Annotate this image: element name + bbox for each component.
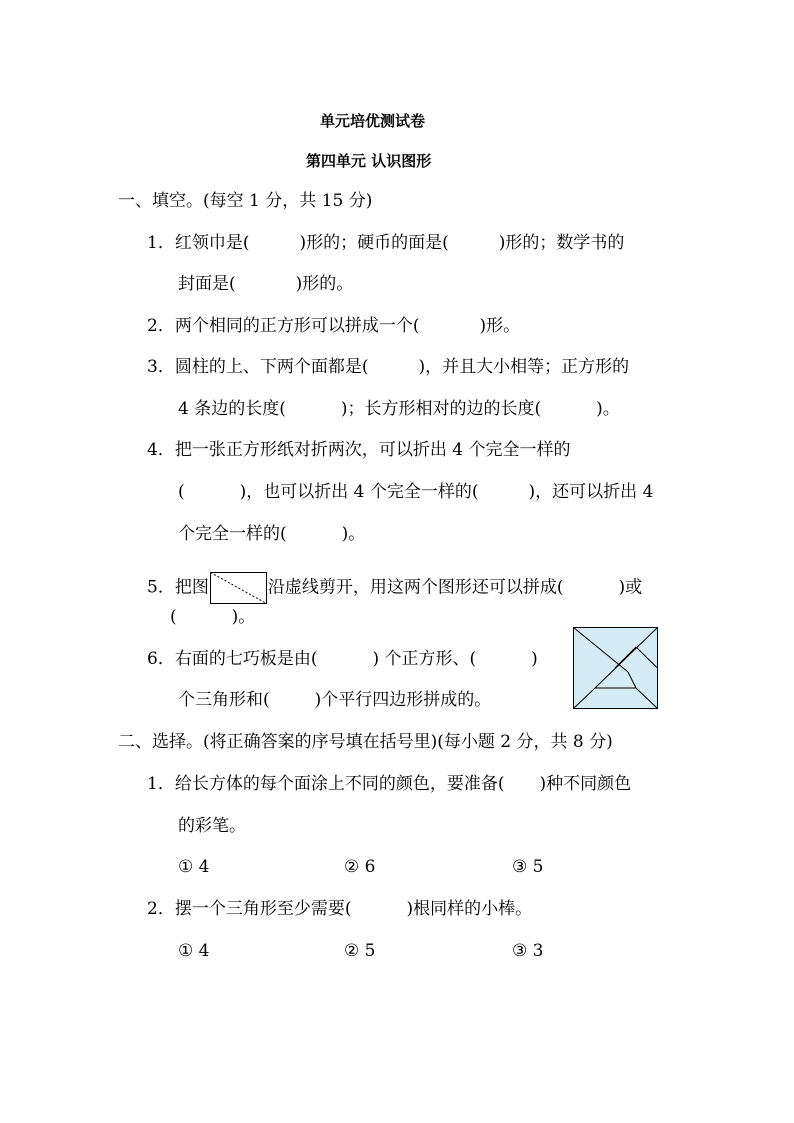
question-number: 2．	[147, 316, 175, 336]
question-text: )根同样的小棒。	[406, 899, 533, 919]
section2-heading: 二、选择。(将正确答案的序号填在括号里)(每小题 2 分，共 8 分)	[118, 732, 613, 752]
choice-option[interactable]: ② 6	[344, 857, 376, 877]
choice-option[interactable]: ① 4	[178, 857, 210, 877]
question-text: 红领巾是(	[174, 233, 250, 253]
choice-option[interactable]: ③ 5	[512, 857, 544, 877]
section1-heading: 一、填空。(每空 1 分，共 15 分)	[118, 191, 373, 211]
question-text: )，还可以折出 4	[528, 482, 654, 502]
question-text: 圆柱的上、下两个面都是(	[174, 357, 369, 377]
question-text: 个完全一样的(	[178, 524, 287, 544]
question-number: 3．	[147, 357, 175, 377]
question-text: )形的；数学书的	[498, 233, 625, 253]
question-text: )	[531, 649, 538, 669]
question-5-line1	[147, 572, 642, 604]
question-text: 个三角形和(	[178, 690, 270, 710]
choice-question-1-line2: 的彩笔。	[178, 816, 246, 836]
question-text: 把图	[174, 577, 209, 598]
question-number: 5．	[147, 577, 175, 598]
question-text: )，并且大小相等；正方形的	[418, 357, 630, 377]
question-text: (	[170, 607, 177, 627]
question-6-line2	[178, 690, 491, 710]
question-text: 把一张正方形纸对折两次，可以折出 4 个完全一样的	[174, 440, 571, 460]
question-text: 封面是(	[178, 274, 236, 294]
question-text: )。	[231, 607, 256, 627]
question-text: ) 个正方形、(	[372, 649, 477, 669]
question-1-line2	[178, 274, 353, 294]
question-number: 1．	[147, 774, 175, 794]
question-6-line1	[147, 649, 538, 669]
question-5-line2	[170, 607, 255, 627]
page-title: 单元培优测试卷	[320, 112, 426, 130]
rectangle-cut-figure	[210, 572, 267, 604]
question-text: 摆一个三角形至少需要(	[174, 899, 352, 919]
question-text: )个平行四边形拼成的。	[314, 690, 492, 710]
question-text: (	[178, 482, 185, 502]
question-number: 1．	[147, 233, 175, 253]
question-text: )或	[618, 577, 643, 598]
question-4-line1	[147, 440, 570, 460]
question-text: )形。	[479, 316, 521, 336]
choice-question-2	[147, 899, 532, 919]
question-number: 4．	[147, 440, 175, 460]
question-4-line2	[178, 482, 653, 502]
question-2	[147, 316, 520, 336]
question-text: )。	[596, 399, 620, 419]
question-text: 沿虚线剪开，用这两个图形还可以拼成(	[267, 577, 564, 598]
question-text: 给长方体的每个面涂上不同的颜色，要准备(	[174, 774, 505, 794]
tangram-figure	[573, 627, 658, 709]
question-number: 2．	[147, 899, 175, 919]
question-text: )；长方形相对的边的长度(	[340, 399, 542, 419]
question-4-line3	[178, 524, 365, 544]
choice-option[interactable]: ① 4	[178, 941, 210, 961]
question-text: )。	[341, 524, 366, 544]
question-1-line1	[147, 233, 624, 253]
choice-question-1-line1	[147, 774, 631, 794]
question-text: )形的。	[295, 274, 354, 294]
question-text: )形的；硬币的面是(	[299, 233, 449, 253]
question-text: 4 条边的长度(	[178, 399, 286, 419]
question-text: )，也可以折出 4 个完全一样的(	[239, 482, 479, 502]
question-text: 两个相同的正方形可以拼成一个(	[174, 316, 420, 336]
question-text: 右面的七巧板是由(	[174, 649, 318, 669]
question-text: )种不同颜色	[539, 774, 632, 794]
question-number: 6．	[147, 649, 175, 669]
question-3-line1	[147, 357, 629, 377]
choice-option[interactable]: ③ 3	[512, 941, 544, 961]
page-subtitle: 第四单元 认识图形	[306, 152, 432, 170]
question-3-line2	[178, 399, 620, 419]
choice-option[interactable]: ② 5	[344, 941, 376, 961]
